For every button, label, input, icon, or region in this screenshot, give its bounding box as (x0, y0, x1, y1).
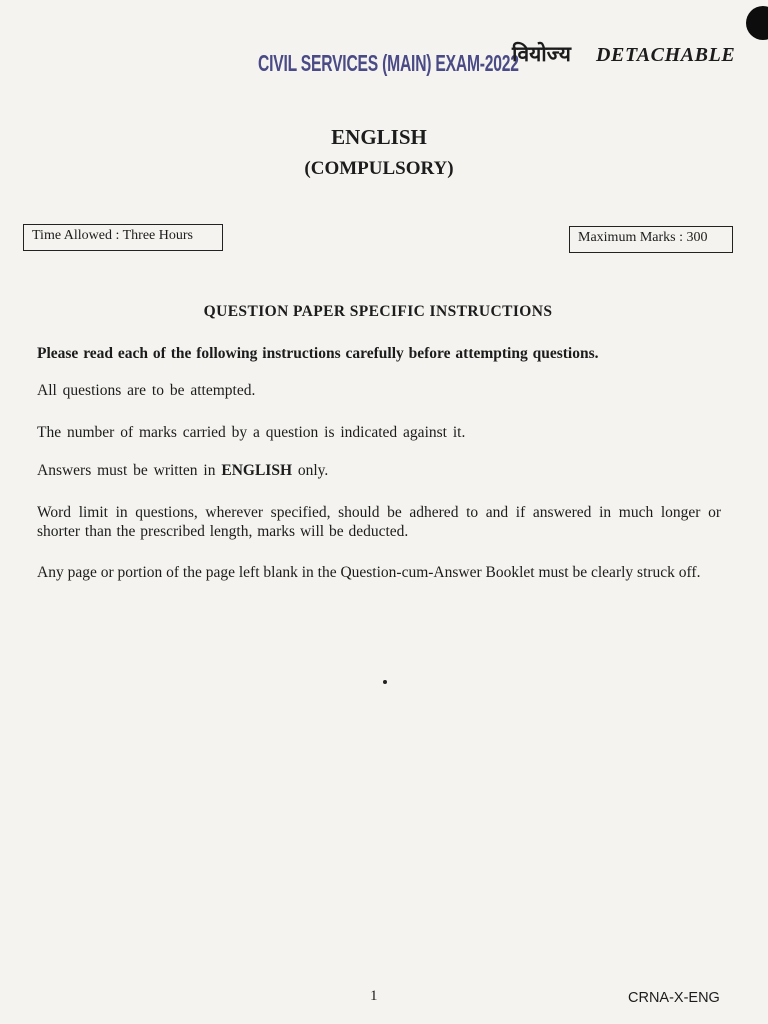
stray-dot (383, 680, 387, 684)
paper-code: CRNA-X-ENG (628, 990, 720, 1006)
hindi-detachable-label: वियोज्य (512, 42, 571, 66)
instruction-item: Any page or portion of the page left blank in the Question-cum-Answer Booklet must be clearly struck off. (37, 564, 701, 581)
paper-title: ENGLISH (331, 125, 427, 149)
exam-stamp: CIVIL SERVICES (MAIN) EXAM-2022 (258, 50, 519, 76)
instruction-item: The number of marks carried by a question is indicated against it. (37, 424, 466, 441)
detachable-label: DETACHABLE (596, 44, 736, 66)
scan-corner-mark (746, 6, 768, 40)
instruction-text: only. (292, 462, 329, 479)
language-emphasis: ENGLISH (221, 462, 292, 479)
maximum-marks-box: Maximum Marks : 300 (569, 226, 733, 253)
instructions-heading: QUESTION PAPER SPECIFIC INSTRUCTIONS (203, 303, 553, 320)
time-allowed-box: Time Allowed : Three Hours (23, 224, 223, 251)
instruction-item: Word limit in questions, wherever specified, should be adhered to and if answered in much longer or shorter than the prescribed length, marks will be deducted. (37, 504, 721, 540)
instruction-text: Answers must be written in (37, 462, 222, 479)
page-number: 1 (370, 988, 378, 1004)
paper-subtitle: (COMPULSORY) (304, 158, 454, 179)
instruction-item: All questions are to be attempted. (37, 382, 256, 399)
instructions-intro: Please read each of the following instructions carefully before attempting questions. (37, 345, 599, 362)
instruction-item (37, 461, 721, 480)
